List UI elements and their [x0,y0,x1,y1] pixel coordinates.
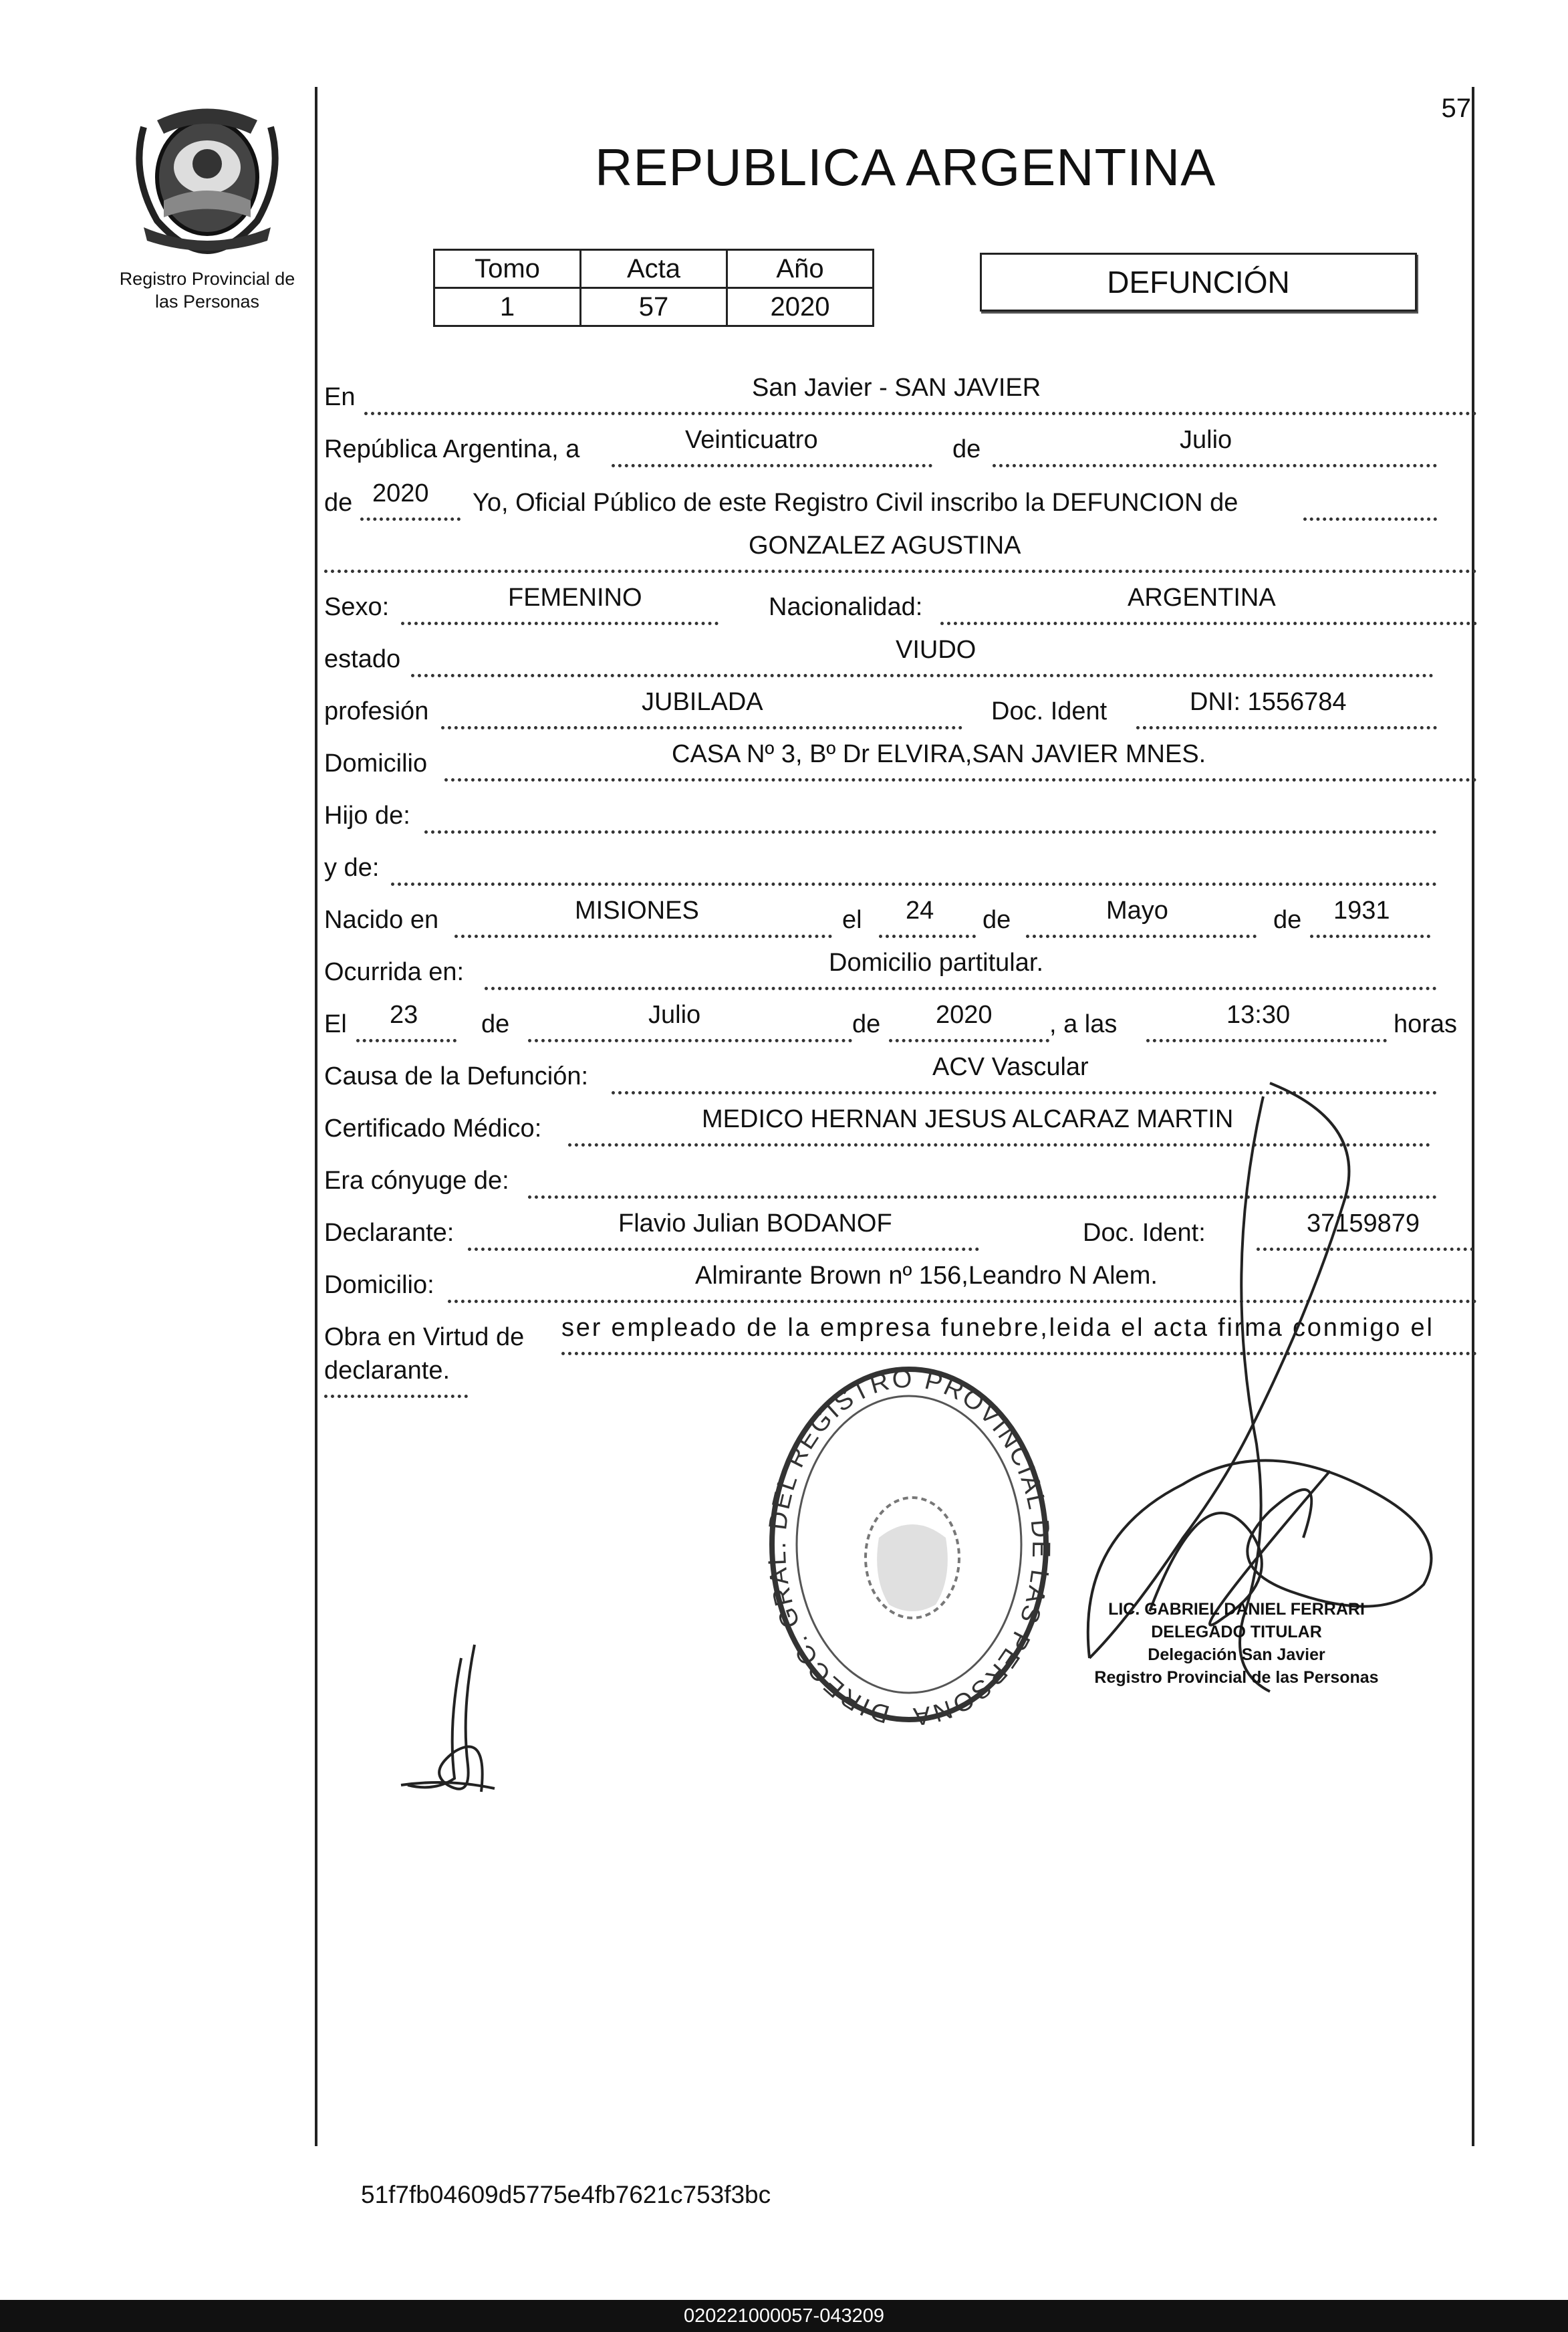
signer-name: LIC. GABRIEL DANIEL FERRARI [1108,1600,1365,1619]
signature-caption [1063,1598,1410,1689]
yde-field [391,845,1437,886]
domicilio-field [444,741,1477,782]
estado-field [411,636,1434,677]
footer-code: 020221000057-043209 [0,2300,1568,2332]
left-margin-line [315,87,317,2146]
death-day-value: 23 [390,1001,418,1029]
causa-label: Causa de la Defunción: [324,1062,589,1090]
el-label: el [842,906,862,934]
obra-value-line2: declarante. [324,1357,450,1385]
en-value: San Javier - SAN JAVIER [752,374,1041,402]
death-month-value: Julio [648,1001,701,1029]
birth-de2-label: de [1273,906,1302,934]
nacido-value: MISIONES [575,897,699,925]
causa-value: ACV Vascular [932,1053,1089,1081]
declarant-signature [394,1631,515,1805]
death-month-field [528,1002,852,1042]
sexo-label: Sexo: [324,593,390,621]
month-field [993,427,1437,467]
declarante-value: Flavio Julian BODANOF [618,1209,892,1238]
agency-name [80,267,334,313]
domicilio2-value: Almirante Brown nº 156,Leandro N Alem. [695,1262,1158,1290]
deceased-name-field [324,532,1477,573]
day-words-value: Veinticuatro [685,426,818,454]
ocurrida-field [485,949,1437,990]
birth-year-field [1310,897,1430,938]
signer-agency: Registro Provincial de las Personas [1094,1668,1379,1687]
yde-label: y de: [324,854,380,882]
estado-value: VIUDO [896,636,976,664]
obra-value-line1: ser empleado de la empresa funebre,leida el acta firma conmigo el [561,1314,1434,1342]
birth-de-label: de [983,906,1011,934]
agency-line-1: Registro Provincial de [119,269,295,289]
acta-header: Acta [581,250,727,288]
birth-year-value: 1931 [1333,897,1390,925]
alas-label: , a las [1049,1010,1118,1038]
domicilio-label: Domicilio [324,749,428,778]
horas-label: horas [1394,1010,1458,1038]
nacido-field [454,897,832,938]
month-value: Julio [1180,426,1232,454]
statement-text: Yo, Oficial Público de este Registro Civil inscribo la DEFUNCION de [473,489,1238,517]
death-year-value: 2020 [936,1001,993,1029]
deceased-name-value: GONZALEZ AGUSTINA [749,532,1021,560]
ocurrida-label: Ocurrida en: [324,958,465,986]
nacido-label: Nacido en [324,906,439,934]
document-hash: 51f7fb04609d5775e4fb7621c753f3bc [361,2181,771,2208]
conyuge-label: Era cónyuge de: [324,1167,509,1195]
official-seal [762,1357,1056,1732]
el-date-label: El [324,1010,347,1038]
en-field [364,374,1477,415]
page-title: REPUBLICA ARGENTINA [595,138,1216,197]
nacionalidad-value: ARGENTINA [1128,584,1276,612]
agency-line-2: las Personas [154,292,260,312]
obra-label: Obra en Virtud de [324,1323,525,1351]
birth-day-field [879,897,976,938]
document-type-box: DEFUNCIÓN [980,253,1417,312]
seal-text: DIRECC. GRAL. DEL REGISTRO PROVINCIAL DE LAS PERSONA [763,1365,1055,1731]
profesion-field [441,689,962,729]
doc-ident-label: Doc. Ident [991,697,1107,725]
hijo-label: Hijo de: [324,802,410,830]
de-label: de [952,435,981,463]
declarante-label: Declarante: [324,1219,454,1247]
sexo-value: FEMENINO [508,584,642,612]
page-number: 57 [1441,94,1471,123]
certificado-value: MEDICO HERNAN JESUS ALCARAZ MARTIN [702,1105,1234,1133]
declarante-field [468,1210,979,1251]
day-words-field [612,427,932,467]
doc-ident-field [1136,689,1437,729]
domicilio-value: CASA Nº 3, Bº Dr ELVIRA,SAN JAVIER MNES. [672,740,1206,768]
birth-day-value: 24 [906,897,934,925]
coat-of-arms-logo [117,100,297,254]
signer-role: DELEGADO TITULAR [1151,1623,1322,1641]
birth-month-value: Mayo [1106,897,1168,925]
ano-header: Año [727,250,874,288]
birth-month-field [1026,897,1257,938]
ocurrida-value: Domicilio partitular. [829,949,1043,977]
year-field [360,480,461,521]
reference-value-row [434,288,874,326]
nacionalidad-label: Nacionalidad: [769,593,923,621]
death-de-label: de [481,1010,510,1038]
profesion-value: JUBILADA [642,688,763,716]
hijo-field [424,793,1437,834]
death-de2-label: de [852,1010,881,1038]
signer-office: Delegación San Javier [1148,1645,1325,1664]
nacionalidad-field [940,584,1477,625]
doc-ident2-value: 37159879 [1307,1209,1420,1238]
domicilio2-label: Domicilio: [324,1271,434,1299]
obra-field-2 [324,1357,468,1398]
year-value: 2020 [372,479,429,507]
sexo-field [401,584,718,625]
ano-value: 2020 [727,288,874,326]
de-year-label: de [324,489,353,517]
tomo-value: 1 [434,288,581,326]
tomo-header: Tomo [434,250,581,288]
death-year-field [889,1002,1049,1042]
profesion-label: profesión [324,697,429,725]
certificado-label: Certificado Médico: [324,1115,542,1143]
death-time-value: 13:30 [1226,1001,1291,1029]
doc-ident-value: DNI: 1556784 [1190,688,1347,716]
death-day-field [356,1002,456,1042]
reference-header-row [434,250,874,288]
reference-table [433,249,874,327]
estado-label: estado [324,645,401,673]
statement-blank-field [1303,480,1437,521]
acta-value: 57 [581,288,727,326]
death-time-field [1146,1002,1387,1042]
doc-ident2-label: Doc. Ident: [1083,1219,1206,1247]
en-label: En [324,383,356,411]
republica-label: República Argentina, a [324,435,580,463]
